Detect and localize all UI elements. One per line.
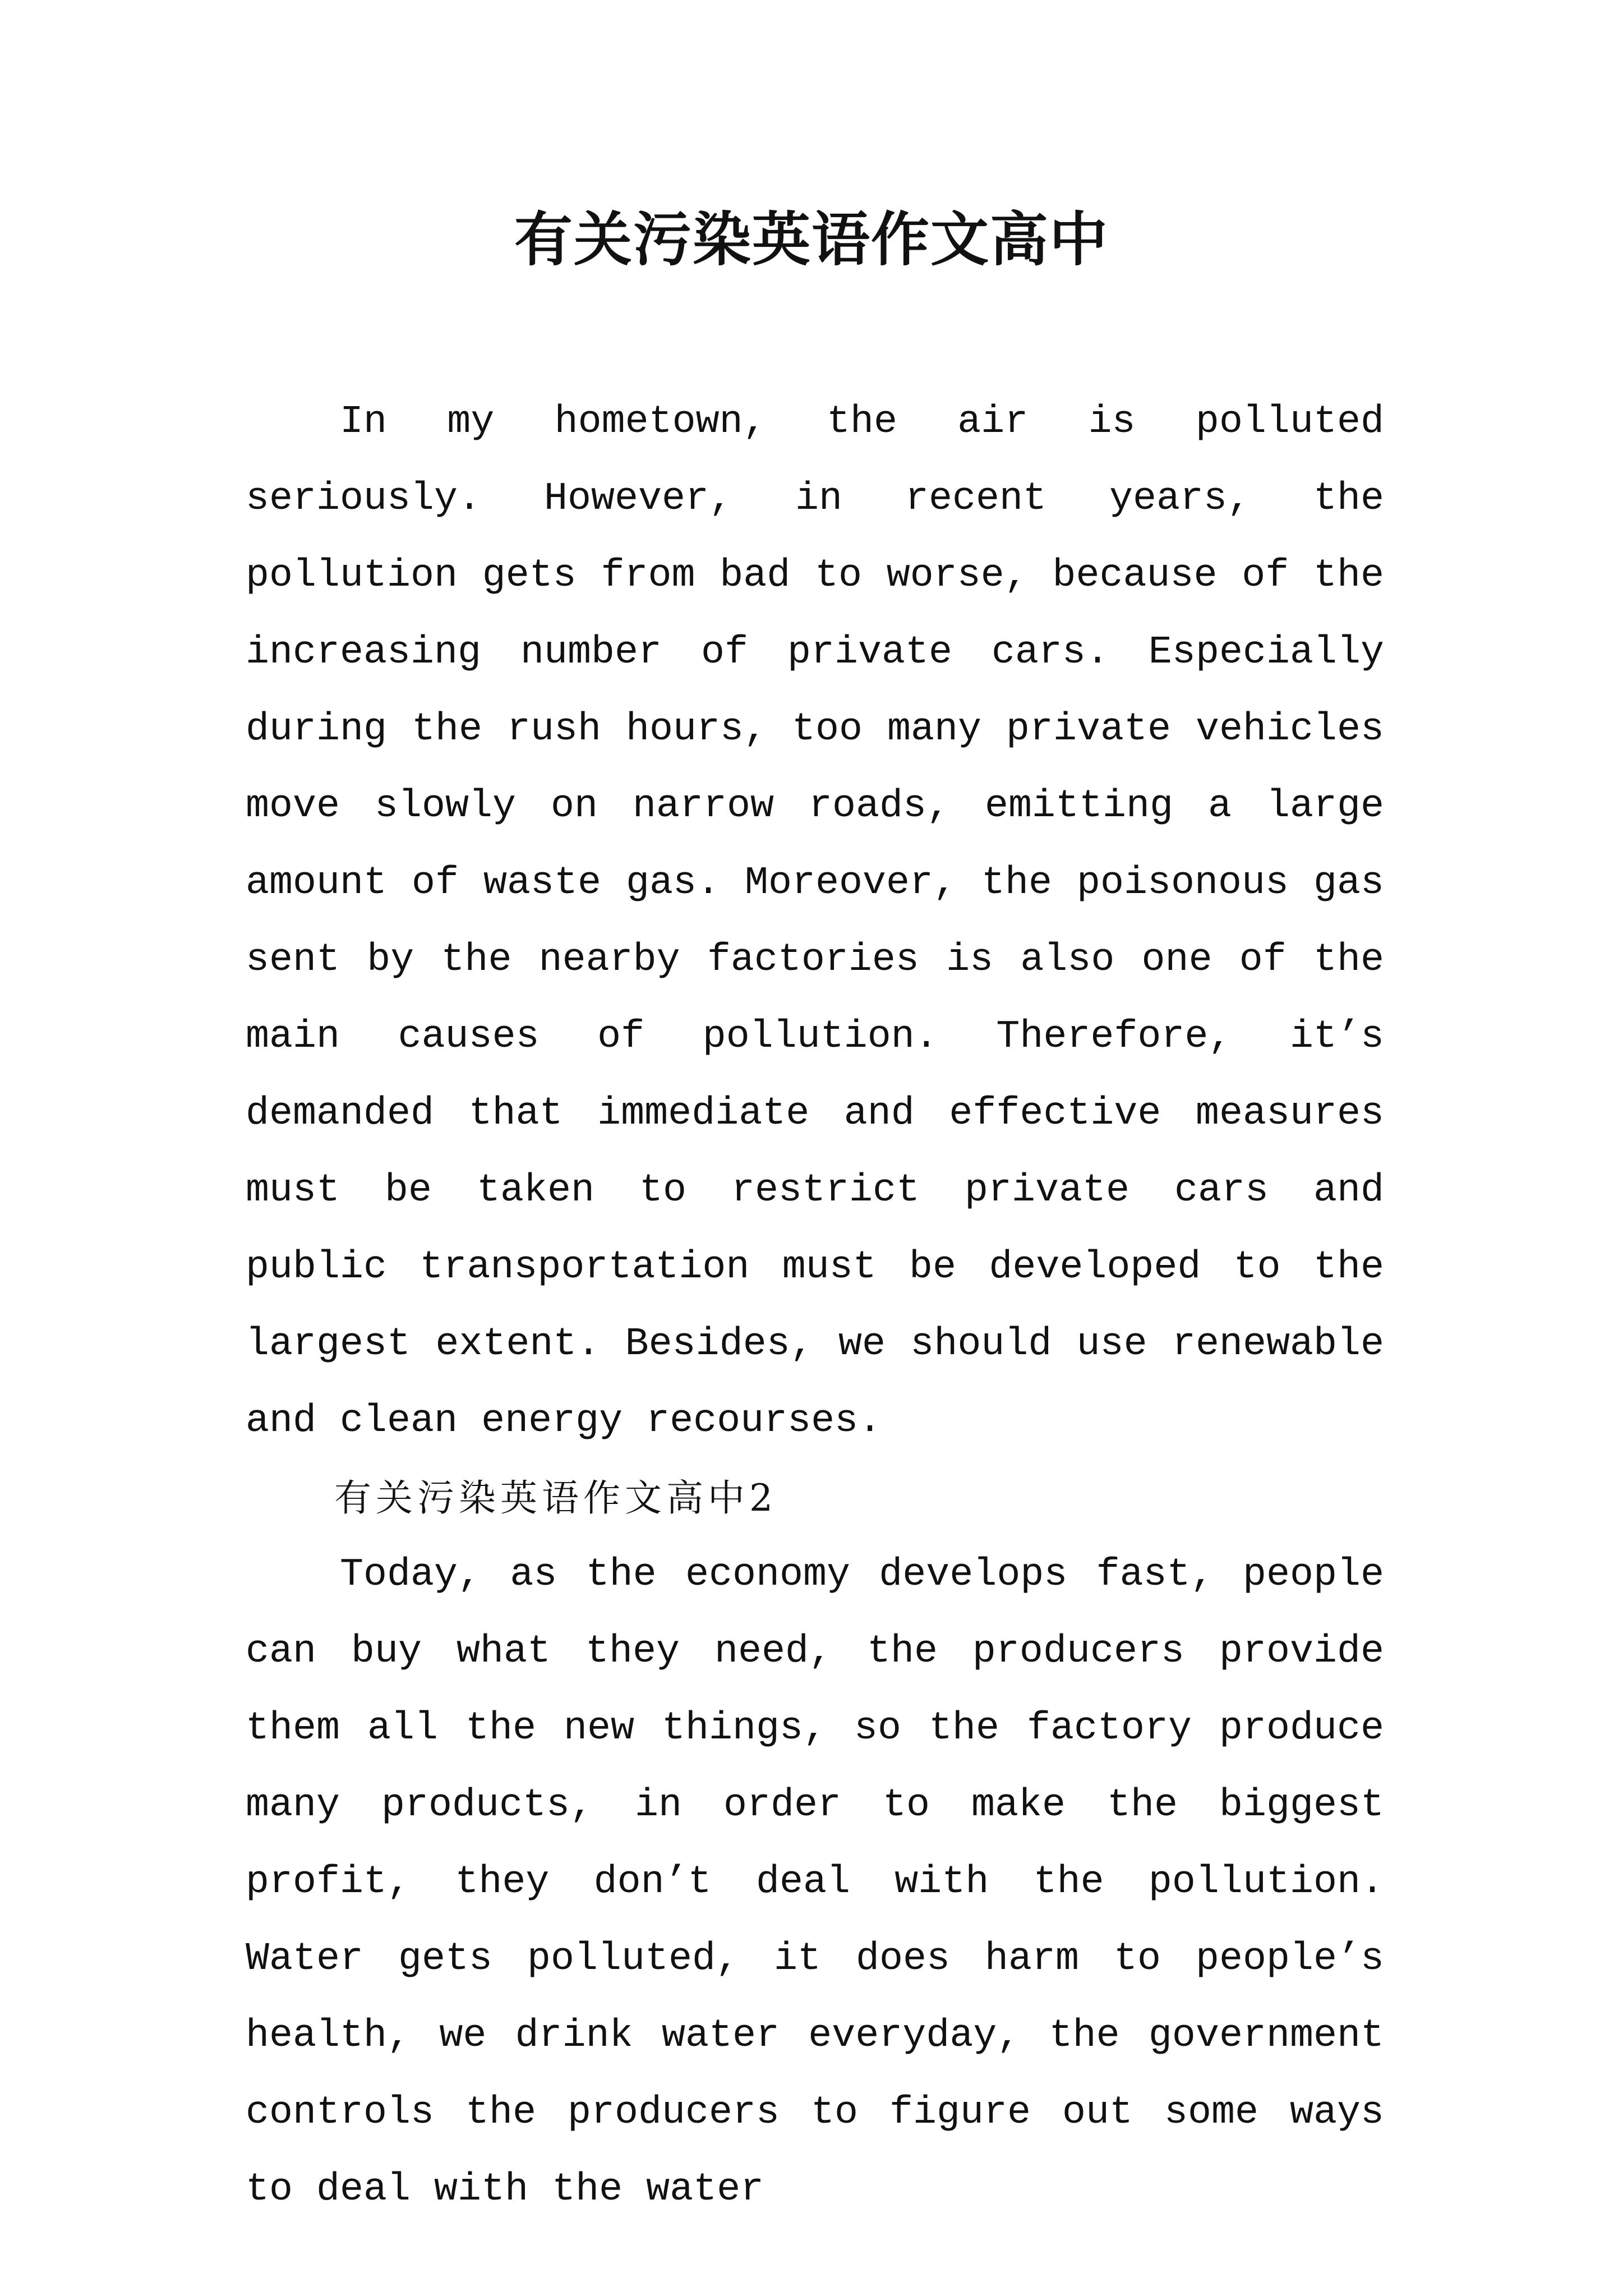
document-title: 有关污染英语作文高中 <box>514 205 1109 274</box>
paragraph-2: Today, as the economy develops fast, people can buy what they need, the producers provide them all the new things, so the factory produce many products, in order to make the biggest profit, they don’t deal with the pollution. Water gets polluted, it does harm to people’s health, we drink water everyday, the government controls the producers to figure out some ways to deal with the water <box>246 1553 1384 2212</box>
paragraph-1: In my hometown, the air is polluted seriously. However, in recent years, the pollution gets from bad to worse, because of the increasing number of private cars. Especially during the rush hours, too many private vehicles move slowly on narrow roads, emitting a large amount of waste gas. Moreover, the poisonous gas sent by the nearby factories is also one of the main causes of pollution. Therefore, it’s demanded that immediate and effective measures must be taken to restrict private cars and public transportation must be developed to the largest extent. Besides, we should use renewable and clean energy recourses. <box>246 400 1384 1443</box>
document-body <box>246 384 1384 2228</box>
section-heading-2: 有关污染英语作文高中2 <box>334 1476 777 1520</box>
